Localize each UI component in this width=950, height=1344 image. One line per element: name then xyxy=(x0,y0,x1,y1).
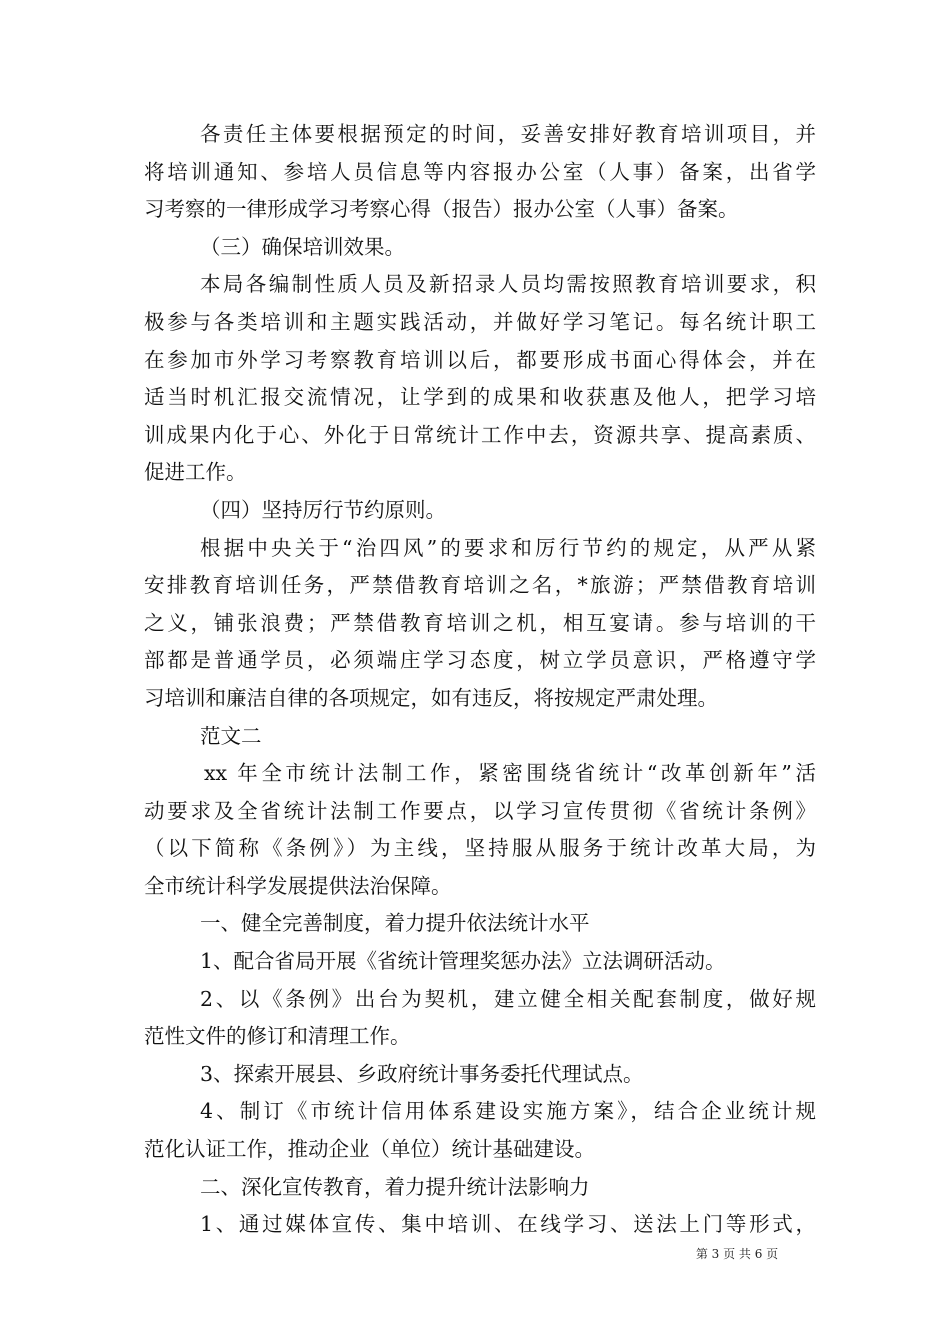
paragraph-line: 范性文件的修订和清理工作。 xyxy=(144,1024,411,1049)
list-item: 4、制订《市统计信用体系建设实施方案》，结合企业统计规 xyxy=(200,1099,816,1124)
paragraph-line: 部都是普通学员，必须端庄学习态度，树立学员意识，严格遵守学 xyxy=(144,648,816,673)
list-item: 1、通过媒体宣传、集中培训、在线学习、送法上门等形式， xyxy=(200,1212,816,1237)
paragraph-line: 习培训和廉洁自律的各项规定，如有违反，将按规定严肃处理。 xyxy=(144,685,718,710)
sample-heading: 范文二 xyxy=(200,723,262,748)
paragraph-line: 范化认证工作，推动企业（单位）统计基础建设。 xyxy=(144,1137,595,1162)
paragraph-line: 在参加市外学习考察教育培训以后，都要形成书面心得体会，并在 xyxy=(144,347,816,372)
section-heading: 一、健全完善制度，着力提升依法统计水平 xyxy=(200,911,590,936)
paragraph-line: 之义，铺张浪费；严禁借教育培训之机，相互宴请。参与培训的干 xyxy=(144,610,816,635)
paragraph-line: 动要求及全省统计法制工作要点，以学习宣传贯彻《省统计条例》 xyxy=(144,798,816,823)
list-item: 2、以《条例》出台为契机，建立健全相关配套制度，做好规 xyxy=(200,986,816,1011)
paragraph-line: 本局各编制性质人员及新招录人员均需按照教育培训要求，积 xyxy=(200,272,816,297)
list-item: 1、配合省局开展《省统计管理奖惩办法》立法调研活动。 xyxy=(200,949,726,974)
paragraph-line: 全市统计科学发展提供法治保障。 xyxy=(144,873,452,898)
section-heading: 二、深化宣传教育，着力提升统计法影响力 xyxy=(200,1174,590,1199)
paragraph-line: 适当时机汇报交流情况，让学到的成果和收获惠及他人，把学习培 xyxy=(144,385,816,410)
paragraph-line: 训成果内化于心、外化于日常统计工作中去，资源共享、提高素质、 xyxy=(144,422,816,447)
page-footer xyxy=(0,1246,950,1262)
section-heading: （四）坚持厉行节约原则。 xyxy=(200,497,446,522)
paragraph-line: 极参与各类培训和主题实践活动，并做好学习笔记。每名统计职工 xyxy=(144,309,816,334)
paragraph-line: 各责任主体要根据预定的时间，妥善安排好教育培训项目，并 xyxy=(200,122,816,146)
paragraph-line: （以下简称《条例》）为主线，坚持服从服务于统计改革大局，为 xyxy=(144,836,816,861)
page-number: 第 3 页 共 6 页 xyxy=(695,1247,779,1261)
document-body xyxy=(144,116,816,1244)
paragraph-line: 根据中央关于“治四风”的要求和厉行节约的规定，从严从紧 xyxy=(200,535,816,560)
list-item: 3、探索开展县、乡政府统计事务委托代理试点。 xyxy=(200,1061,644,1086)
paragraph-line: 安排教育培训任务，严禁借教育培训之名，*旅游；严禁借教育培训 xyxy=(144,573,816,598)
paragraph-line: 将培训通知、参培人员信息等内容报办公室（人事）备案，出省学 xyxy=(144,159,816,184)
paragraph-line: 习考察的一律形成学习考察心得（报告）报办公室（人事）备案。 xyxy=(144,197,739,222)
paragraph-line: xx 年全市统计法制工作，紧密围绕省统计“改革创新年”活 xyxy=(204,761,816,786)
paragraph-line: 促进工作。 xyxy=(144,460,247,485)
section-heading: （三）确保培训效果。 xyxy=(200,234,405,259)
